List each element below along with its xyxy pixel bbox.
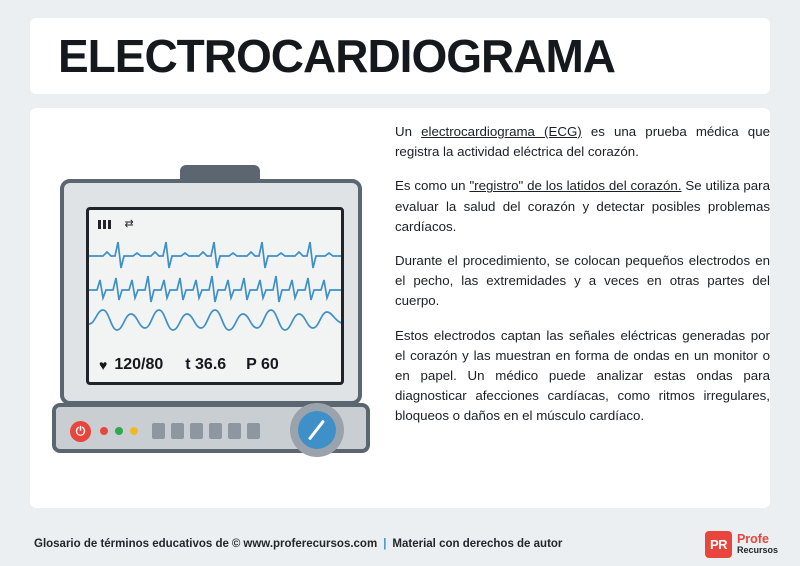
dial-knob[interactable] [290, 403, 344, 457]
logo-line-2: Recursos [736, 544, 778, 555]
logo-mark-icon: PR [705, 531, 732, 558]
ecg-monitor-illustration [52, 165, 372, 465]
paragraph-4 [395, 326, 770, 427]
ecg-waveform-graph [89, 230, 344, 345]
port-slots [152, 423, 260, 439]
title-banner [30, 18, 770, 94]
page-title: ELECTROCARDIOGRAMA [58, 30, 615, 82]
power-button[interactable]: ⏻ [70, 421, 91, 442]
pulse-value: 60 [261, 356, 279, 373]
heart-icon: ♥ [99, 357, 108, 373]
paragraph-1-segment-2: electrocardiograma (ECG) [421, 124, 582, 139]
footer-site-link[interactable]: www.proferecursos.com [243, 538, 378, 550]
vitals-readout [99, 356, 339, 374]
dial-knob-inner [298, 411, 336, 449]
temperature-readout [185, 356, 226, 374]
signal-bars-icon [98, 220, 111, 229]
brand-logo[interactable] [705, 530, 778, 558]
paragraph-1-segment-3: es una prueba médica que registra la actividad eléctrica del corazón. [395, 124, 770, 160]
paragraph-2-segment-3: Se utiliza para evaluar la salud del corazón y detectar posibles problemas cardíacos. [395, 178, 771, 234]
paragraph-2-segment-2: "registro" de los latidos del corazón. [469, 178, 682, 194]
paragraph-1 [395, 122, 770, 162]
footer [0, 522, 800, 566]
screen-status-icons [98, 217, 338, 231]
logo-line-1: Profe [736, 531, 769, 546]
footer-glosario-label: Glosario de términos educativos de [34, 538, 229, 550]
footer-rights-label: Material con derechos de autor [392, 538, 563, 550]
temperature-label: t [185, 356, 191, 373]
paragraph-2 [395, 176, 770, 237]
paragraph-1-segment-1: Un [395, 124, 422, 139]
footer-credits [34, 522, 562, 566]
paragraph-2-segment-1: Es como un [395, 178, 470, 194]
paragraph-3-segment-1: Durante el procedimiento, se colocan pequeños electrodos en el pecho, las extremidades y a veces en otras partes del cuerpo. [395, 253, 770, 309]
left-right-arrows-icon: ⇄ [124, 217, 133, 230]
pulse-readout [246, 356, 279, 374]
footer-separator: | [383, 538, 387, 550]
pulse-label: P [246, 356, 257, 373]
temperature-value: 36.6 [195, 356, 227, 373]
monitor-control-panel [52, 403, 370, 453]
paragraph-3 [395, 251, 770, 312]
blood-pressure-value: 120/80 [114, 356, 164, 373]
copyright-icon: © [231, 538, 241, 550]
monitor-screen [86, 207, 344, 385]
paragraph-4-segment-1: Estos electrodos captan las señales eléctricas generadas por el corazón y las muestran en forma de ondas en un monitor o en papel. Un médico puede analizar estas ondas para diagnosticar afecciones cardíacas, como ritmos irregulares, bloqueos o daños en el músculo cardíaco. [395, 327, 770, 424]
status-leds [100, 427, 138, 435]
logo-wordmark [737, 533, 778, 556]
monitor-body [60, 179, 362, 405]
dial-knob-indicator [308, 420, 325, 441]
description-text [395, 122, 770, 427]
